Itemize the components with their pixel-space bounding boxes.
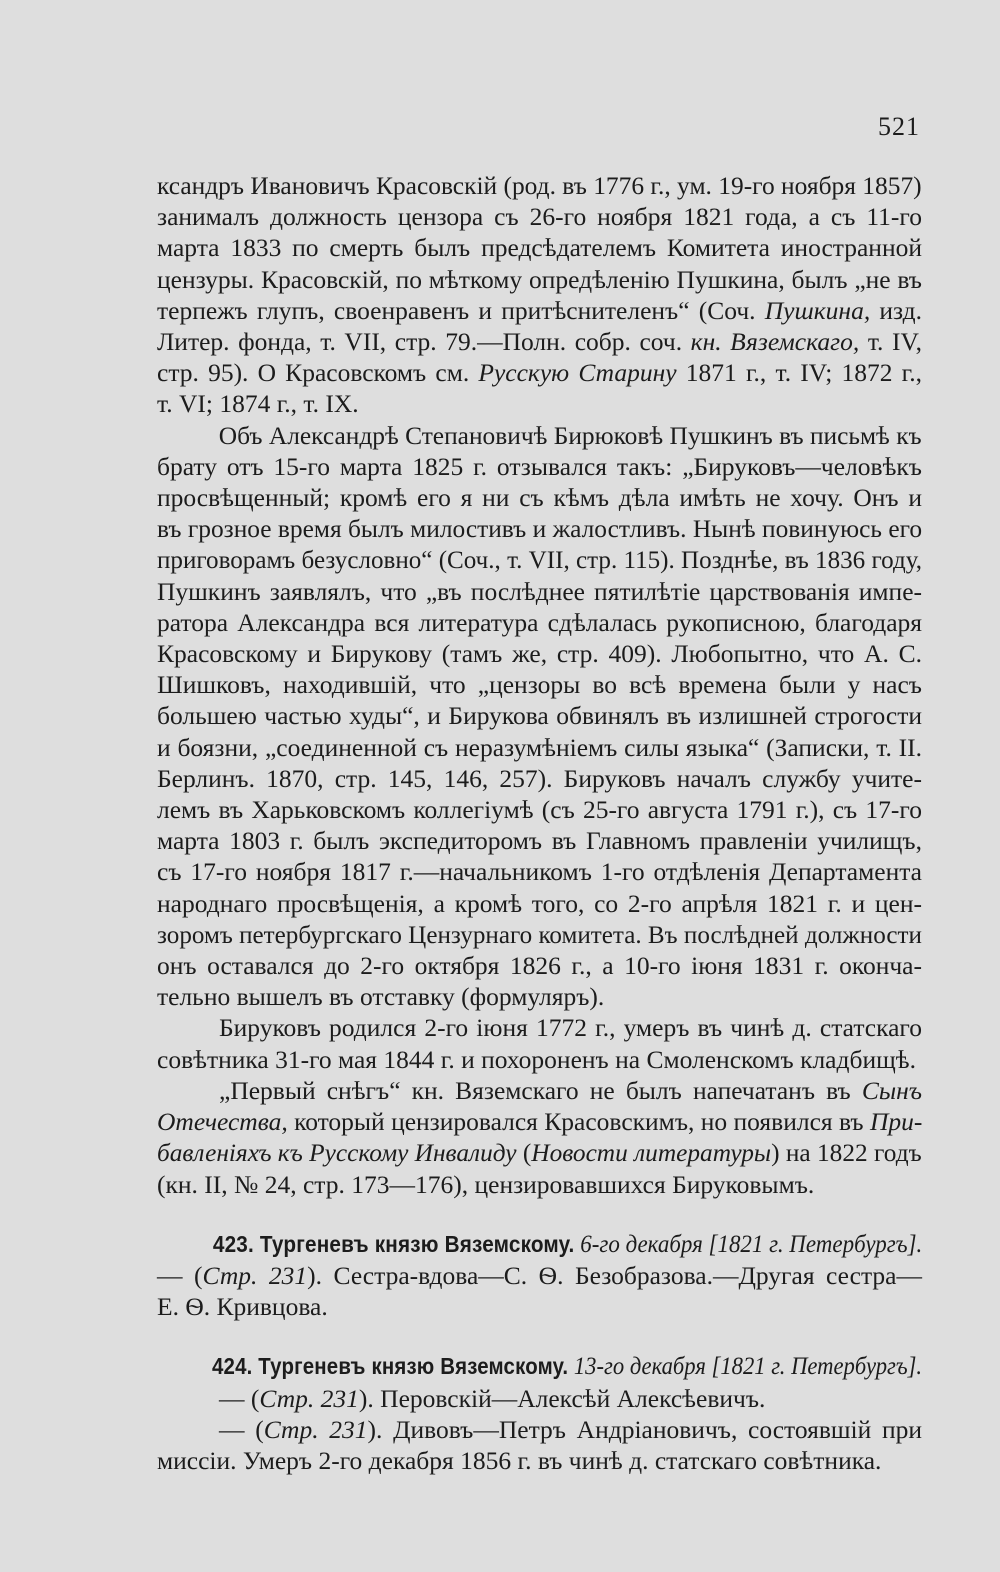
text-line: Е. Ѳ. Кривцова. — [157, 1292, 328, 1322]
italic-run: Стр. 231 — [259, 1383, 359, 1413]
text-line: приговорамъ безусловно“ (Соч., т. VII, стр. 115). Позднѣе, въ 1836 году, — [157, 545, 923, 575]
entry-424 — [157, 1350, 922, 1476]
text-line: миссіи. Умеръ 2-го декабря 1856 г. въ чинѣ д. статскаго совѣтника. — [157, 1445, 882, 1475]
text-run: ( — [516, 1138, 532, 1168]
text-line — [157, 295, 922, 326]
italic-run: 13-го декабря — [568, 1351, 712, 1381]
paragraph-first-snow — [157, 1075, 922, 1200]
page-number: 521 — [878, 112, 920, 141]
entry-heading: 423. Тургеневъ князю Вяземскому. — [212, 1230, 575, 1257]
paragraph-birukov-birth — [157, 1012, 922, 1074]
text-line: марта 1803 г. былъ экспедиторомъ въ Главномъ правленіи училищъ, — [157, 826, 922, 856]
text-line — [157, 1075, 922, 1106]
text-line: совѣтника 31-го мая 1844 г. и похороненъ на Смоленскомъ кладбищѣ. — [157, 1044, 916, 1074]
text-line: съ 17-го ноября 1817 г.—начальникомъ 1-го отдѣленія Департамента — [157, 857, 922, 887]
italic-run: Отечества, — [157, 1107, 288, 1137]
text-run: — ( — [219, 1383, 260, 1413]
italic-run: Пушкина, — [764, 295, 871, 325]
text-run: 1871 г., т. IV; 1872 г., — [676, 358, 923, 388]
text-line: (кн. II, № 24, стр. 173—176), цензировавшихся Бируковымъ. — [157, 1169, 815, 1199]
text-run: Литер. фонда, т. VII, стр. 79.—Полн. собр. соч. — [157, 327, 691, 357]
italic-run: Новости литературы — [531, 1138, 772, 1168]
text-line — [157, 326, 922, 357]
text-run: ). Дивовъ—Петръ Андріановичъ, состоявшій при — [367, 1414, 922, 1444]
text-run: ). Сестра-вдова—С. Ѳ. Безобразова.—Другая сестра— — [307, 1260, 922, 1290]
text-line: большею частью худы“, и Бирукова обвинялъ въ излишней строгости — [157, 701, 922, 731]
entry-heading: 424. Тургеневъ князю Вяземскому. — [212, 1353, 569, 1380]
text-run: — ( — [157, 1260, 203, 1290]
text-run: терпежъ глупъ, своенравенъ и притѣснителенъ“ (Соч. — [157, 295, 765, 325]
text-line — [157, 1228, 923, 1260]
italic-run: Сынъ — [861, 1075, 922, 1105]
text-line: Объ Александрѣ Степановичѣ Бирюковѣ Пушкинъ въ письмѣ къ — [218, 420, 922, 450]
italic-run: Стр. 231 — [202, 1260, 308, 1290]
italic-run: 6-го декабря — [574, 1228, 709, 1258]
text-line: просвѣщенный; кромѣ его я ни съ кѣмъ дѣла имѣть не хочу. Онъ и — [157, 483, 922, 513]
text-line: въ грозное время былъ милостивъ и жалостливъ. Нынѣ повинуюсь его — [157, 514, 923, 544]
text-line: Берлинъ. 1870, стр. 145, 146, 257). Бируковъ началъ службу учите- — [157, 763, 922, 793]
text-run: который цензировался Красовскимъ, но появился въ — [287, 1107, 870, 1137]
italic-run: кн. Вяземскаго, — [690, 327, 860, 357]
text-line — [157, 1260, 922, 1291]
text-line — [157, 1350, 923, 1382]
entry-423 — [157, 1228, 922, 1323]
paragraph-birukov — [157, 420, 922, 1013]
text-line: Бируковъ родился 2-го іюня 1772 г., умеръ въ чинѣ д. статскаго — [219, 1013, 922, 1043]
text-line — [157, 1106, 922, 1137]
text-line: ксандръ Ивановичъ Красовскій (род. въ 1776 г., ум. 19-го ноября 1857) — [157, 171, 922, 200]
text-line — [157, 357, 922, 388]
spacer — [157, 1200, 922, 1212]
italic-run: Стр. 231 — [263, 1414, 368, 1444]
italic-run: Русскую Старину — [478, 358, 677, 388]
text-run: ) на 1822 годъ — [771, 1138, 922, 1168]
text-line — [157, 1383, 922, 1414]
text-line: и боязни, „соединенной съ неразумѣніемъ силы языка“ (Записки, т. II. — [157, 732, 922, 762]
text-run: „Первый снѣгъ“ кн. Вяземскаго не былъ напечатанъ въ — [219, 1075, 862, 1105]
paragraph-krasovsky — [157, 170, 922, 420]
text-line: тельно вышелъ въ отставку (формуляръ). — [157, 982, 605, 1012]
main-text — [157, 170, 922, 1476]
italic-run: При- — [869, 1107, 923, 1137]
text-line: лемъ въ Харьковскомъ коллегіумѣ (съ 25-го августа 1791 г.), съ 17-го — [157, 795, 922, 825]
spacer — [157, 1322, 922, 1334]
text-line: т. VI; 1874 г., т. IX. — [157, 389, 359, 419]
text-run: стр. 95). О Красовскомъ см. — [157, 358, 479, 388]
text-line: Красовскому и Бирукову (тамъ же, стр. 409). Любопытно, что А. С. — [157, 639, 922, 669]
text-line: Шишковъ, находившій, что „цензоры во всѣ времена были у насъ — [157, 670, 922, 700]
text-line: зоромъ петербургскаго Цензурнаго комитета. Въ послѣдней должности — [157, 919, 922, 949]
text-run: т. IV, — [859, 327, 922, 357]
italic-run: бавленіяхъ къ Русскому Инвалиду — [157, 1138, 517, 1168]
text-run: ). Перовскій—Алексѣй Алексѣевичъ. — [358, 1383, 766, 1413]
text-line: брату отъ 15-го марта 1825 г. отзывался такъ: „Бируковъ—человѣкъ — [157, 451, 922, 481]
text-line: занималъ должность цензора съ 26-го ноября 1821 года, а съ 11-го — [157, 202, 922, 232]
text-line — [157, 1414, 922, 1445]
text-line: народнаго просвѣщенія, а кромѣ того, со 2-го апрѣля 1821 г. и цен- — [157, 888, 922, 918]
text-line: онъ оставался до 2-го октября 1826 г., а 10-го іюня 1831 г. оконча- — [157, 951, 922, 981]
text-line: Пушкинъ заявлялъ, что „въ послѣднее пятилѣтіе царствованія импе- — [157, 576, 922, 606]
text-run: — ( — [219, 1414, 264, 1444]
text-line: марта 1833 по смерть былъ предсѣдателемъ Комитета иностранной — [157, 233, 922, 263]
text-line — [157, 1137, 922, 1168]
text-line: ратора Александра вся литература сдѣлалась рукописною, благодаря — [157, 607, 922, 637]
text-run: изд. — [870, 295, 923, 325]
text-line: цензуры. Красовскій, по мѣткому опредѣленію Пушкина, былъ „не въ — [157, 264, 922, 294]
italic-run: [1821 г. Петербургъ]. — [711, 1351, 923, 1381]
italic-run: [1821 г. Петербургъ]. — [708, 1228, 923, 1258]
